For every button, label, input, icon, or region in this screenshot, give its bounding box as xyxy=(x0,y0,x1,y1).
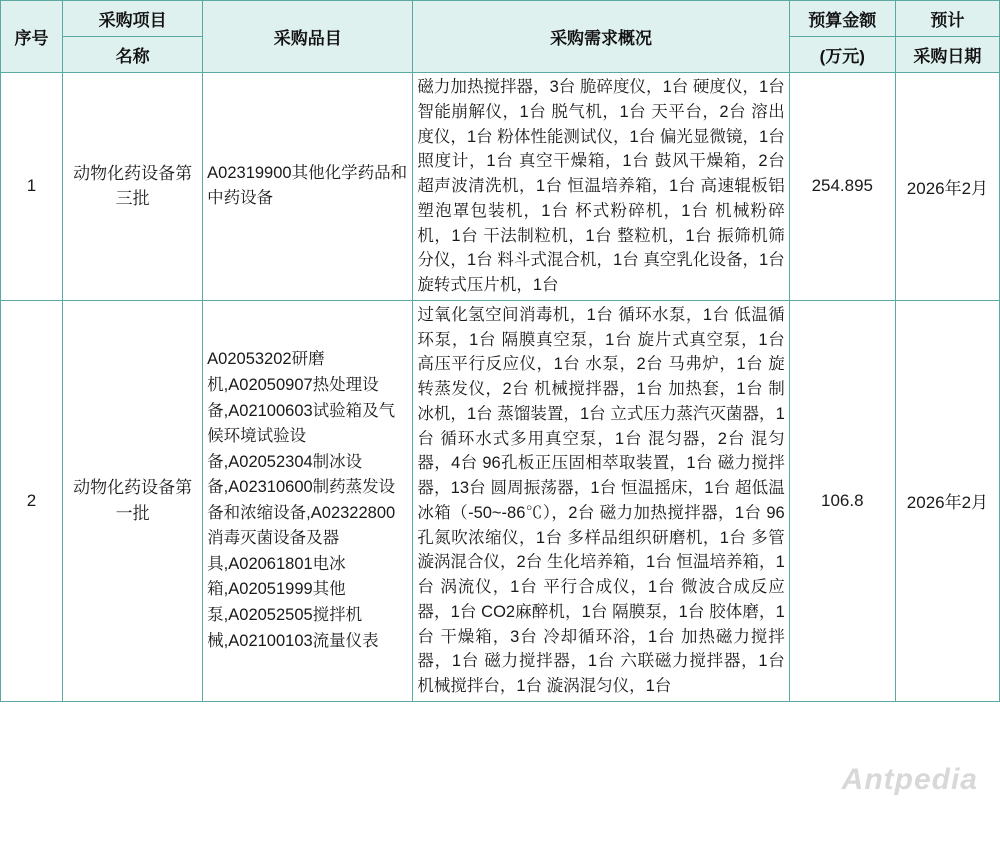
column-header-budget-unit: (万元) xyxy=(819,47,865,66)
cell-project-name: 动物化药设备第一批 xyxy=(63,300,203,701)
cell-budget: 254.895 xyxy=(789,73,895,301)
column-header-date-top: 预计 xyxy=(896,1,999,37)
watermark: Antpedia xyxy=(841,763,978,796)
table-header xyxy=(1,1,1000,73)
cell-description: 过氧化氢空间消毒机，1台 循环水泵，1台 低温循环泵，1台 隔膜真空泵，1台 旋片式真空泵，1台 高压平行反应仪，1台 水泵，2台 马弗炉，1台 旋转蒸发仪，2台 机械搅拌器，1台 加热套，1台 制冰机，1台 蒸馏装置，1台 立式压力蒸汽灭菌器，1台 循环水式多用真空泵，1台 混匀器，2台 混匀器，4台 96孔板正压固相萃取装置，1台 磁力搅拌器，13台 圆周振荡器，1台 恒温摇床，1台 超低温冰箱（-50~-86℃），2台 磁力加热搅拌器，1台 96孔氮吹浓缩仪，1台 多样品组织研磨机，1台 多管漩涡混合仪，2台 生化培养箱，1台 恒温培养箱，1台 涡流仪，1台 平行合成仪，1台 微波合成反应器，1台 CO2麻醉机，1台 隔膜泵，1台 胶体磨，1台 干燥箱，3台 冷却循环浴，1台 加热磁力搅拌器，1台 磁力搅拌器，1台 六联磁力搅拌器，1台 机械搅拌台，1台 漩涡混匀仪，1台 xyxy=(413,300,789,701)
column-header-date-bottom: 采购日期 xyxy=(913,47,982,66)
table-row xyxy=(1,300,1000,701)
cell-seq: 1 xyxy=(1,73,63,301)
column-header-project-name xyxy=(63,1,203,73)
cell-seq: 2 xyxy=(1,300,63,701)
column-header-budget xyxy=(789,1,895,73)
cell-item: A02319900其他化学药品和中药设备 xyxy=(203,73,413,301)
column-header-item: 采购品目 xyxy=(203,1,413,73)
cell-date: 2026年2月 xyxy=(895,73,999,301)
column-header-budget-top: 预算金额 xyxy=(790,1,895,37)
column-header-seq: 序号 xyxy=(1,1,63,73)
column-header-date xyxy=(895,1,999,73)
column-header-project-name-bottom: 名称 xyxy=(115,47,150,66)
cell-item: A02053202研磨机,A02050907热处理设备,A02100603试验箱及气候环境试验设备,A02052304制冰设备,A02310600制药蒸发设备和浓缩设备,A02322800消毒灭菌设备及器具,A02061801电冰箱,A02051999其他泵,A02052505搅拌机械,A02100103流量仪表 xyxy=(203,300,413,701)
column-header-description: 采购需求概况 xyxy=(413,1,789,73)
table-row xyxy=(1,73,1000,301)
cell-description: 磁力加热搅拌器，3台 脆碎度仪，1台 硬度仪，1台 智能崩解仪，1台 脱气机，1台 天平台，2台 溶出度仪，1台 粉体性能测试仪，1台 偏光显微镜，1台 照度计，1台 真空干燥箱，1台 鼓风干燥箱，2台 超声波清洗机，1台 恒温培养箱，1台 高速辊板铝塑泡罩包装机，1台 杯式粉碎机，1台 机械粉碎机，1台 干法制粒机，1台 整粒机，1台 振筛机筛分仪，1台 料斗式混合机，1台 真空乳化设备，1台 旋转式压片机，1台 xyxy=(413,73,789,301)
header-row xyxy=(1,1,1000,73)
cell-budget: 106.8 xyxy=(789,300,895,701)
cell-project-name: 动物化药设备第三批 xyxy=(63,73,203,301)
cell-date: 2026年2月 xyxy=(895,300,999,701)
column-header-project-name-top: 采购项目 xyxy=(63,1,202,37)
table-body xyxy=(1,73,1000,702)
